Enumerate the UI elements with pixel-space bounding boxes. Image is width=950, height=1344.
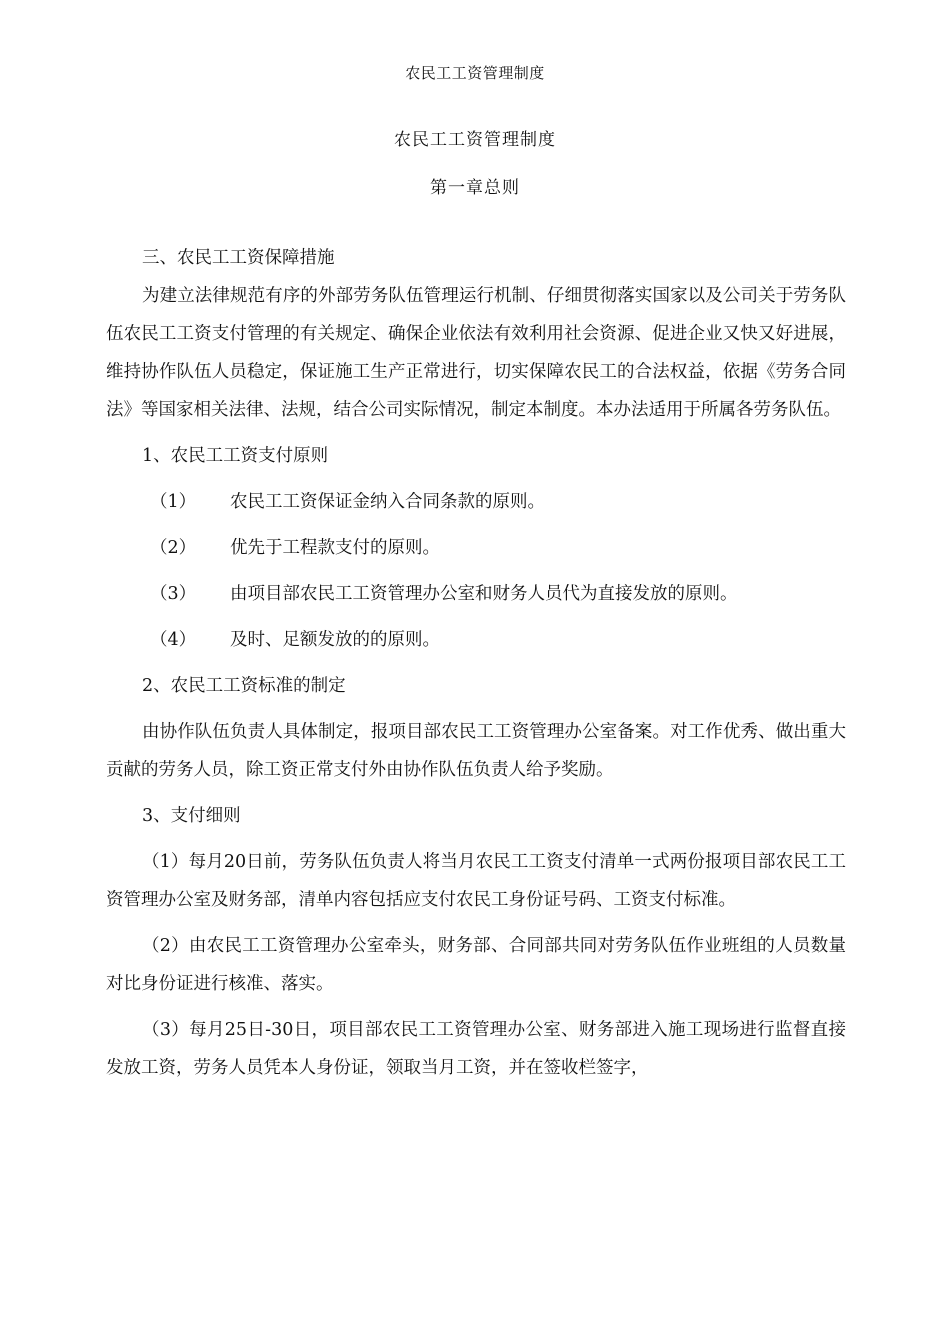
list-item-text: 由项目部农民工工资管理办公室和财务人员代为直接发放的原则。 <box>230 584 738 604</box>
list-item <box>106 621 846 659</box>
s3-heading: 3、支付细则 <box>142 806 241 826</box>
s3-paragraph-2: （2）由农民工工资管理办公室牵头，财务部、合同部共同对劳务队伍作业班组的人员数量对比身份证进行核准、落实。 <box>106 936 846 994</box>
s3-paragraph-3: （3）每月25日-30日，项目部农民工工资管理办公室、财务部进入施工现场进行监督直接发放工资，劳务人员凭本人身份证，领取当月工资，并在签收栏签字， <box>106 1020 846 1078</box>
section-heading: 三、农民工工资保障措施 <box>142 248 335 268</box>
list-item-text: 优先于工程款支付的原则。 <box>230 538 440 558</box>
list-item-number: （2） <box>150 538 197 558</box>
list-item-text: 及时、足额发放的的原则。 <box>230 630 440 650</box>
document-title: 农民工工资管理制度 <box>394 130 556 150</box>
list-item-number: （1） <box>150 492 197 512</box>
s1-heading: 1、农民工工资支付原则 <box>142 446 329 466</box>
document-body <box>106 239 846 1087</box>
s2-heading: 2、农民工工资标准的制定 <box>142 676 346 696</box>
chapter-title: 第一章总则 <box>430 178 520 198</box>
list-item-number: （4） <box>150 630 197 650</box>
s2-paragraph: 由协作队伍负责人具体制定，报项目部农民工工资管理办公室备案。对工作优秀、做出重大贡献的劳务人员，除工资正常支付外由协作队伍负责人给予奖励。 <box>106 722 846 780</box>
list-item-number: （3） <box>150 584 197 604</box>
list-item <box>106 483 846 521</box>
list-item <box>106 529 846 567</box>
s3-paragraph-1: （1）每月20日前，劳务队伍负责人将当月农民工工资支付清单一式两份报项目部农民工工资管理办公室及财务部，清单内容包括应支付农民工身份证号码、工资支付标准。 <box>106 852 846 910</box>
list-item <box>106 575 846 613</box>
intro-paragraph: 为建立法律规范有序的外部劳务队伍管理运行机制、仔细贯彻落实国家以及公司关于劳务队伍农民工工资支付管理的有关规定、确保企业依法有效利用社会资源、促进企业又快又好进展，维持协作队伍人员稳定，保证施工生产正常进行，切实保障农民工的合法权益，依据《劳务合同法》等国家相关法律、法规，结合公司实际情况，制定本制度。本办法适用于所属各劳务队伍。 <box>106 286 846 420</box>
page-header: 农民工工资管理制度 <box>405 64 545 82</box>
list-item-text: 农民工工资保证金纳入合同条款的原则。 <box>230 492 545 512</box>
